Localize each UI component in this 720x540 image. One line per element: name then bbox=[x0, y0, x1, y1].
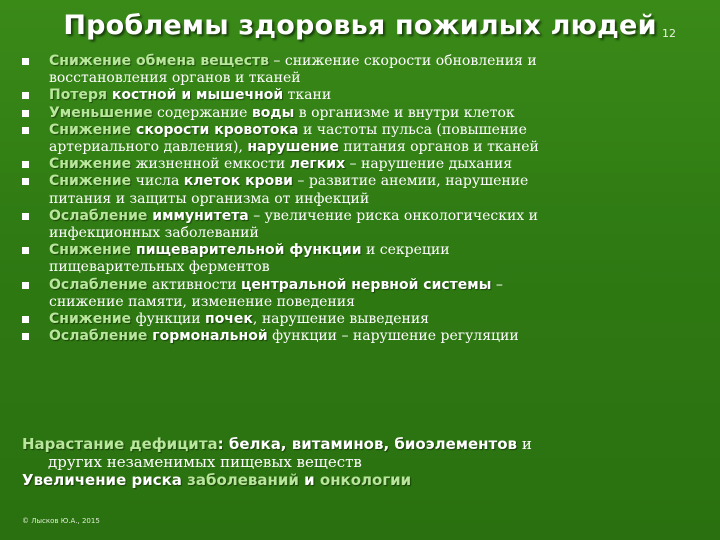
deficit-line bbox=[22, 435, 712, 453]
bullet-item bbox=[22, 87, 702, 104]
bullet-item bbox=[22, 105, 702, 122]
bullet-text: , нарушение выведения bbox=[252, 311, 429, 328]
bullet-emphasis: почек bbox=[205, 311, 253, 328]
bullet-keyword: Снижение bbox=[49, 121, 137, 138]
bullet-text: и частоты пульса (повышение bbox=[298, 121, 527, 138]
bullet-line bbox=[49, 173, 702, 190]
deficit-items: белка, витаминов, биоэлементов bbox=[228, 435, 518, 453]
bullet-line bbox=[49, 294, 702, 311]
bullet-line bbox=[49, 156, 702, 173]
copyright-footer: © Лысков Ю.А., 2015 bbox=[22, 517, 100, 525]
square-bullet-icon bbox=[22, 213, 29, 220]
bullet-emphasis: гормональной bbox=[152, 328, 268, 345]
bullet-text: содержание bbox=[152, 104, 252, 121]
bullet-text: артериального давления), bbox=[49, 139, 248, 156]
bullet-item bbox=[22, 122, 702, 156]
bullet-keyword: Снижение bbox=[49, 173, 132, 190]
bullet-line bbox=[49, 225, 702, 242]
bullet-item bbox=[22, 242, 702, 276]
square-bullet-icon bbox=[22, 161, 29, 168]
bullet-line bbox=[49, 122, 702, 139]
bullet-line bbox=[49, 105, 702, 122]
bullet-keyword: Снижение bbox=[49, 242, 137, 259]
bullet-emphasis: легких bbox=[289, 156, 346, 173]
bullet-item bbox=[22, 156, 702, 173]
bullet-keyword: Уменьшение bbox=[49, 104, 153, 121]
bullet-line bbox=[49, 277, 702, 294]
square-bullet-icon bbox=[22, 333, 29, 340]
bullet-line bbox=[49, 87, 702, 104]
bullet-emphasis: центральной нервной системы bbox=[241, 276, 492, 293]
bullet-emphasis: иммунитета bbox=[152, 207, 249, 224]
risk-diseases: заболеваний bbox=[187, 471, 299, 489]
bullet-item bbox=[22, 208, 702, 242]
deficit-lead: Нарастание дефицита bbox=[22, 435, 218, 453]
square-bullet-icon bbox=[22, 110, 29, 117]
summary-block bbox=[22, 435, 712, 489]
bullet-text: питания и защиты организма от инфекций bbox=[49, 190, 370, 207]
square-bullet-icon bbox=[22, 92, 29, 99]
bullet-text: снижение памяти, изменение поведения bbox=[49, 293, 355, 310]
bullet-text: числа bbox=[131, 173, 184, 190]
deficit-line-2: других незаменимых пищевых веществ bbox=[48, 453, 362, 471]
risk-lead: Увеличение риска bbox=[22, 471, 188, 489]
bullet-text: ткани bbox=[283, 87, 332, 104]
bullet-keyword: Ослабление bbox=[49, 207, 153, 224]
deficit-colon: : bbox=[217, 435, 229, 453]
bullet-emphasis: воды bbox=[251, 104, 295, 121]
bullet-keyword: Снижение bbox=[49, 156, 132, 173]
bullet-emphasis: пищеварительной функции bbox=[136, 242, 362, 259]
bullet-emphasis: скорости кровотока bbox=[136, 121, 299, 138]
square-bullet-icon bbox=[22, 178, 29, 185]
bullet-emphasis: клеток крови bbox=[183, 173, 293, 190]
bullet-text: и секреции bbox=[361, 242, 450, 259]
bullet-text: – bbox=[491, 276, 503, 293]
bullet-item bbox=[22, 328, 702, 345]
bullet-keyword: Потеря bbox=[49, 87, 112, 104]
bullet-line bbox=[49, 53, 702, 70]
bullet-emphasis: нарушение bbox=[247, 139, 339, 156]
risk-and: и bbox=[298, 471, 320, 489]
square-bullet-icon bbox=[22, 316, 29, 323]
bullet-keyword: Ослабление bbox=[49, 328, 153, 345]
bullet-text: – снижение скорости обновления и bbox=[268, 53, 537, 69]
bullet-text: – нарушение дыхания bbox=[345, 156, 513, 173]
bullet-list bbox=[22, 53, 702, 345]
bullet-text: инфекционных заболеваний bbox=[49, 225, 259, 242]
bullet-text: восстановления органов и тканей bbox=[49, 70, 301, 87]
bullet-item bbox=[22, 311, 702, 328]
bullet-line bbox=[49, 208, 702, 225]
bullet-keyword: Снижение обмена веществ bbox=[49, 53, 269, 69]
bullet-text: функции – нарушение регуляции bbox=[267, 328, 519, 345]
risk-line bbox=[22, 471, 712, 489]
square-bullet-icon bbox=[22, 247, 29, 254]
bullet-text: питания органов и тканей bbox=[338, 139, 539, 156]
bullet-line bbox=[49, 328, 702, 345]
bullet-line bbox=[49, 242, 702, 259]
deficit-tail: и bbox=[517, 435, 532, 453]
bullet-line bbox=[49, 139, 702, 156]
bullet-emphasis: костной и мышечной bbox=[111, 87, 284, 104]
bullet-text: жизненной емкости bbox=[131, 156, 290, 173]
bullet-text: в организме и внутри клеток bbox=[294, 104, 515, 121]
bullet-text: активности bbox=[147, 276, 242, 293]
bullet-line bbox=[49, 311, 702, 328]
square-bullet-icon bbox=[22, 282, 29, 289]
bullet-text: пищеварительных ферментов bbox=[49, 259, 270, 276]
bullet-line bbox=[49, 191, 702, 208]
slide-number: 12 bbox=[662, 27, 676, 40]
bullet-keyword: Снижение bbox=[49, 311, 132, 328]
bullet-item bbox=[22, 53, 702, 87]
risk-oncology: онкологии bbox=[319, 471, 412, 489]
bullet-text: функции bbox=[131, 311, 206, 328]
slide-title: Проблемы здоровья пожилых людей bbox=[63, 10, 657, 41]
square-bullet-icon bbox=[22, 58, 29, 65]
bullet-line bbox=[49, 70, 702, 87]
bullet-item bbox=[22, 277, 702, 311]
bullet-text: – увеличение риска онкологических и bbox=[248, 207, 538, 224]
bullet-keyword: Ослабление bbox=[49, 276, 148, 293]
square-bullet-icon bbox=[22, 127, 29, 134]
bullet-line bbox=[49, 259, 702, 276]
bullet-text: – развитие анемии, нарушение bbox=[292, 173, 529, 190]
bullet-item bbox=[22, 173, 702, 207]
